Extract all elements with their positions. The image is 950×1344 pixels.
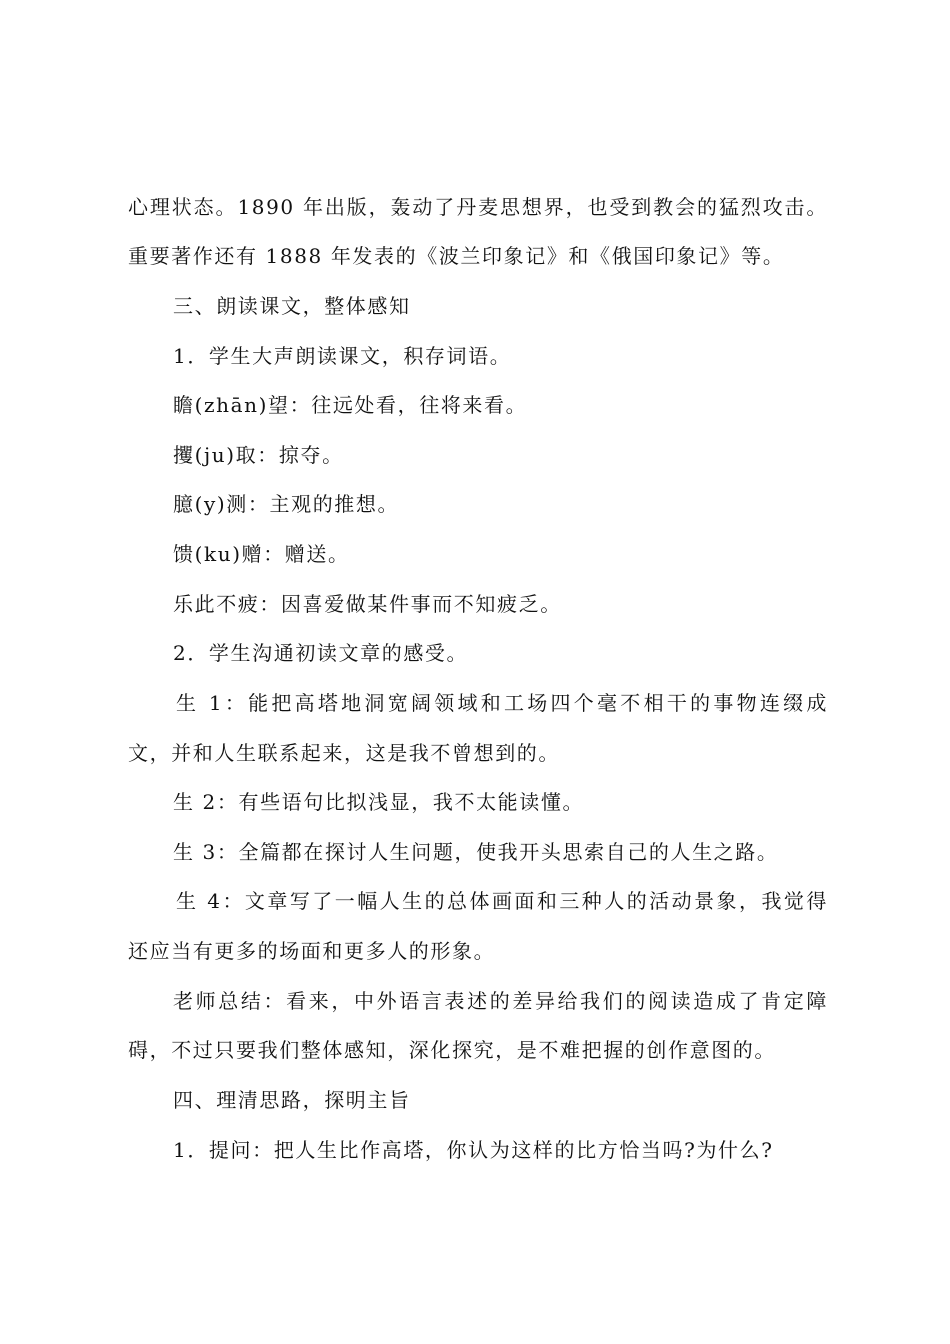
paragraph-line: 心理状态。1890 年出版，轰动了丹麦思想界，也受到教会的猛烈攻击。 bbox=[128, 195, 828, 219]
student-response: 还应当有更多的场面和更多人的形象。 bbox=[128, 939, 496, 963]
vocabulary-item: 瞻(zhān)望：往远处看，往将来看。 bbox=[173, 393, 528, 417]
vocabulary-item: 臆(y)测：主观的推想。 bbox=[173, 492, 400, 516]
teacher-summary: 老师总结：看来，中外语言表述的差异给我们的阅读造成了肯定障 bbox=[173, 989, 828, 1013]
paragraph-line: 重要著作还有 1888 年发表的《波兰印象记》和《俄国印象记》等。 bbox=[128, 244, 785, 268]
section-heading: 四、理清思路，探明主旨 bbox=[173, 1088, 411, 1112]
vocabulary-item: 馈(ku)赠：赠送。 bbox=[173, 542, 350, 566]
vocabulary-item: 乐此不疲：因喜爱做某件事而不知疲乏。 bbox=[173, 592, 562, 616]
student-response: 生 4：文章写了一幅人生的总体画面和三种人的活动景象，我觉得 bbox=[176, 889, 828, 913]
section-heading: 三、朗读课文，整体感知 bbox=[173, 294, 411, 318]
list-item: 1．学生大声朗读课文，积存词语。 bbox=[173, 344, 512, 368]
list-item: 2．学生沟通初读文章的感受。 bbox=[173, 641, 469, 665]
vocabulary-item: 攫(ju)取：掠夺。 bbox=[173, 443, 344, 467]
student-response: 文，并和人生联系起来，这是我不曾想到的。 bbox=[128, 741, 560, 765]
student-response: 生 3：全篇都在探讨人生问题，使我开头思索自己的人生之路。 bbox=[173, 840, 779, 864]
student-response: 生 1：能把高塔地洞宽阔领域和工场四个毫不相干的事物连缀成 bbox=[176, 691, 828, 715]
student-response: 生 2：有些语句比拟浅显，我不太能读懂。 bbox=[173, 790, 585, 814]
list-item: 1．提问：把人生比作高塔，你认为这样的比方恰当吗?为什么? bbox=[173, 1138, 774, 1162]
teacher-summary: 碍，不过只要我们整体感知，深化探究，是不难把握的创作意图的。 bbox=[128, 1038, 776, 1062]
